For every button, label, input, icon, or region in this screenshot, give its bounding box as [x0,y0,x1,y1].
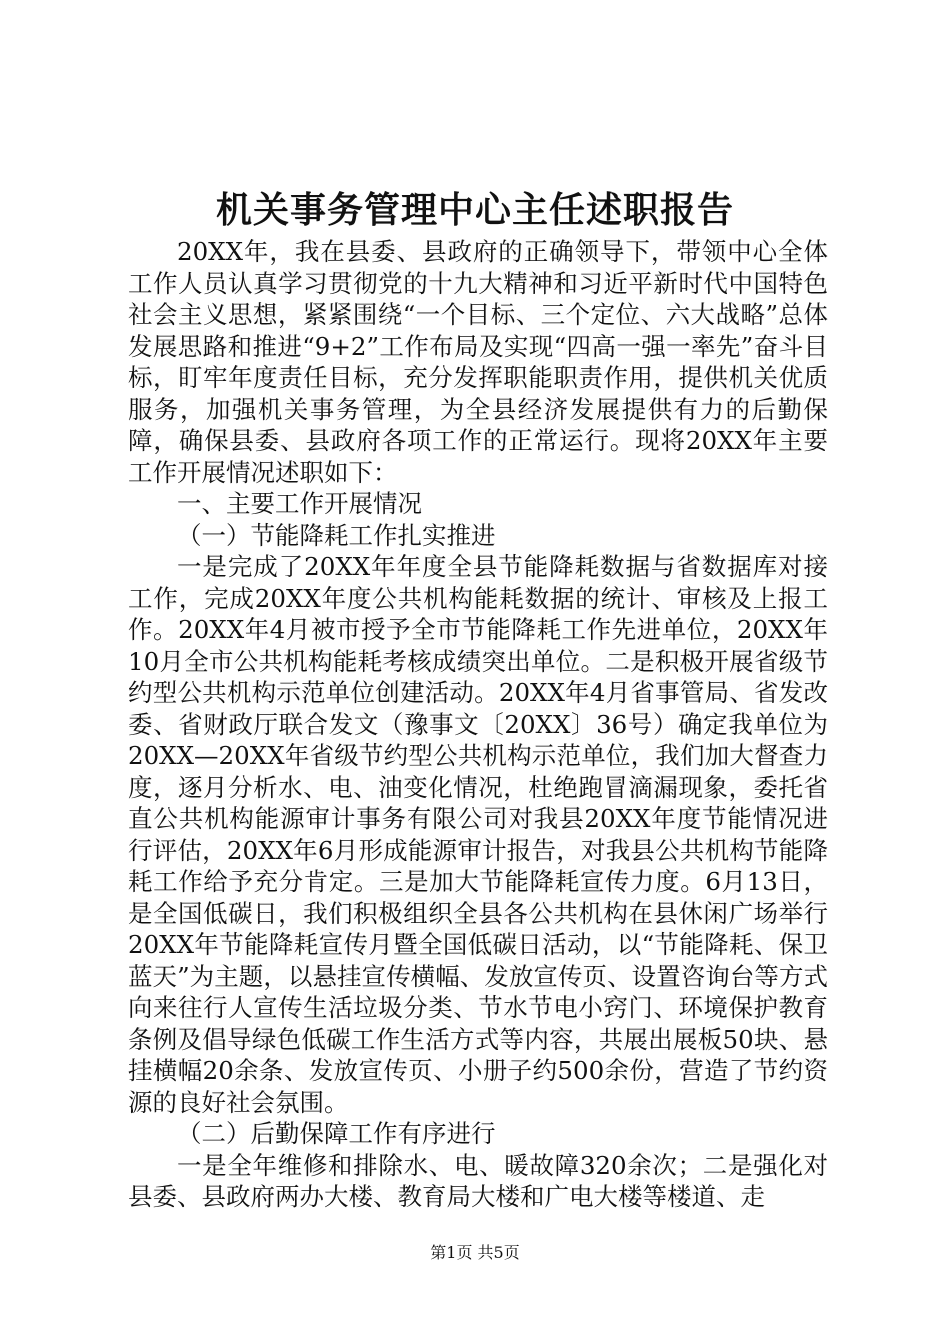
heading-main-work: 一、主要工作开展情况 [177,489,422,518]
paragraph-energy-saving: 一是完成了20XX年年度全县节能降耗数据与省数据库对接工作，完成20XX年度公共机构能耗数据的统计、审核及上报工作。20XX年4月被市授予全市节能降耗工作先进单位，20XX年10月全市公共机构能耗考核成绩突出单位。二是积极开展省级节约型公共机构示范单位创建活动。20XX年4月省事管局、省发改委、省财政厅联合发文（豫事文〔20XX〕36号）确定我单位为20XX—20XX年省级节约型公共机构示范单位，我们加大督查力度，逐月分析水、电、油变化情况，杜绝跑冒滴漏现象，委托省直公共机构能源审计事务有限公司对我县20XX年度节能情况进行评估，20XX年6月形成能源审计报告，对我县公共机构节能降耗工作给予充分肯定。三是加大节能降耗宣传力度。6月13日，是全国低碳日，我们积极组织全县各公共机构在县休闲广场举行20XX年节能降耗宣传月暨全国低碳日活动，以“节能降耗、保卫蓝天”为主题，以悬挂宣传横幅、发放宣传页、设置咨询台等方式向来往行人宣传生活垃圾分类、节水节电小窍门、环境保护教育条例及倡导绿色低碳工作生活方式等内容，共展出展板50块、悬挂横幅20余条、发放宣传页、小册子约500余份，营造了节约资源的良好社会氛围。 [128,552,828,1117]
paragraph-logistics: 一是全年维修和排除水、电、暖故障320余次；二是强化对县委、县政府两办大楼、教育局大楼和广电大楼等楼道、走 [128,1150,828,1211]
document-body [128,236,828,1213]
document-title: 机关事务管理中心主任述职报告 [215,189,734,231]
page-number-footer: 第1页 共5页 [430,1243,520,1262]
subheading-energy-saving: （一）节能降耗工作扎实推进 [177,520,496,550]
paragraph-intro: 20XX年，我在县委、县政府的正确领导下，带领中心全体工作人员认真学习贯彻党的十九大精神和习近平新时代中国特色社会主义思想，紧紧围绕“一个目标、三个定位、六大战略”总体发展思路和推进“9+2”工作布局及实现“四高一强一率先”奋斗目标，盯牢年度责任目标，充分发挥职能职责作用，提供机关优质服务，加强机关事务管理，为全县经济发展提供有力的后勤保障，确保县委、县政府各项工作的正常运行。现将20XX年主要工作开展情况述职如下： [128,237,828,487]
subheading-logistics: （二）后勤保障工作有序进行 [177,1119,496,1148]
